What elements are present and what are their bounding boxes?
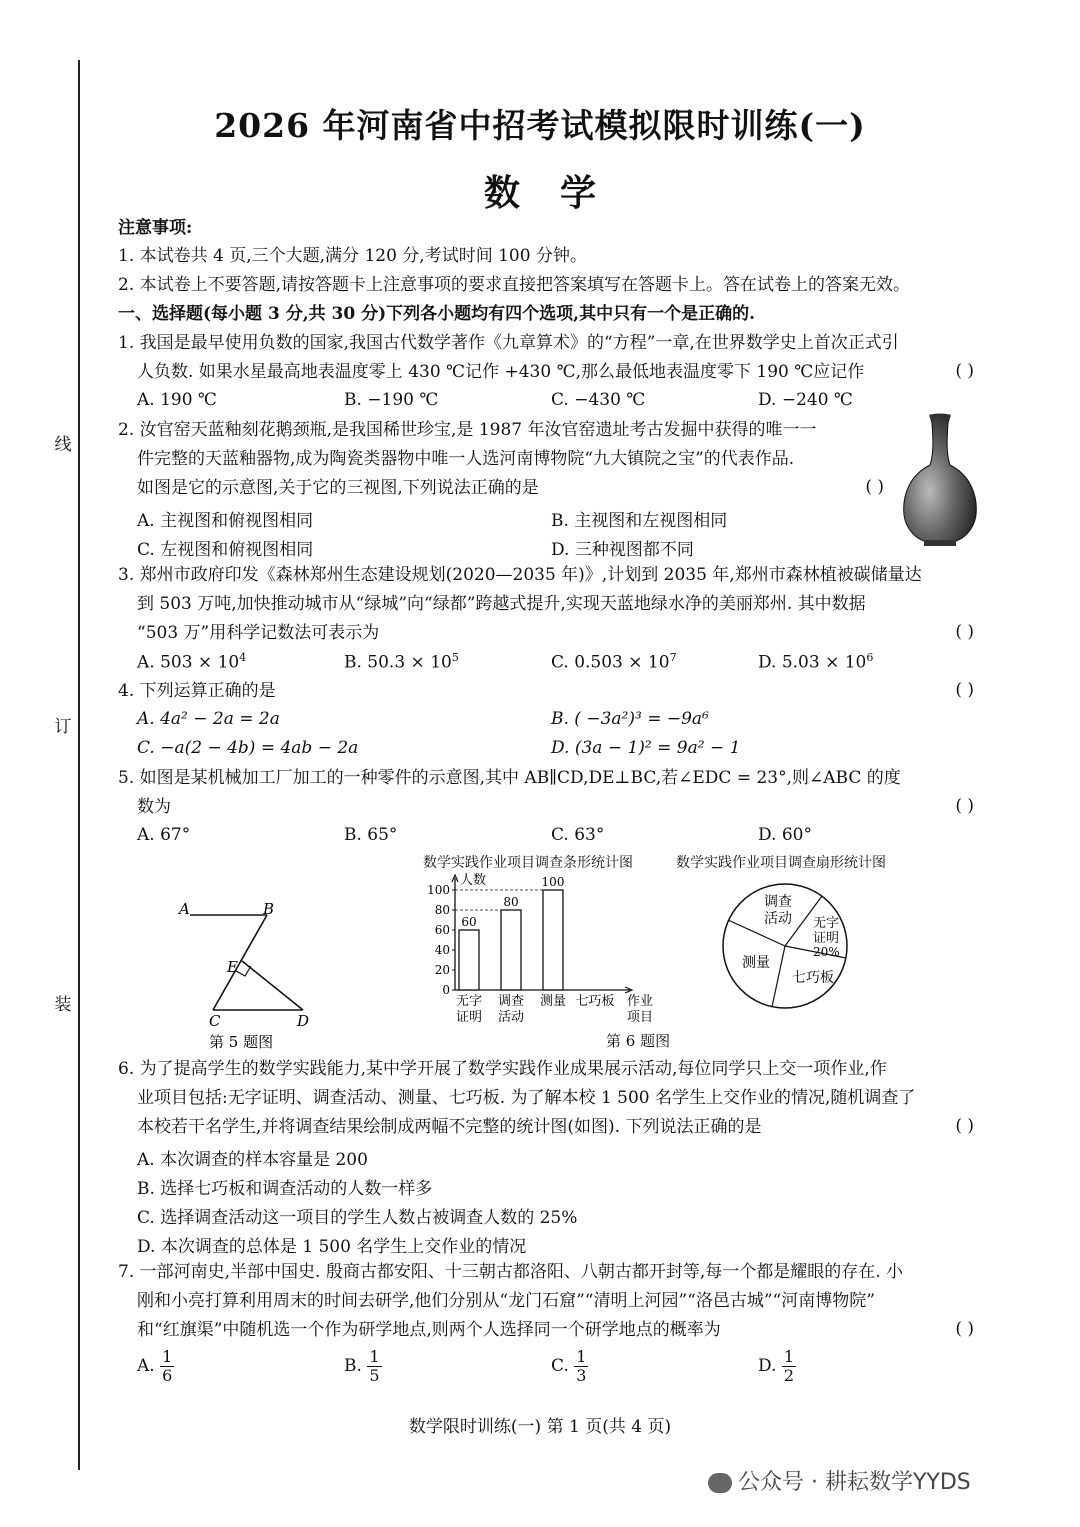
figure-5-geometry [175, 895, 335, 1055]
question-5-text: 数为 [137, 797, 171, 817]
q6-option-a: A. 本次调查的样本容量是 200 [137, 1150, 368, 1170]
point-label-e: E [227, 958, 238, 976]
x-category-label: 调查 [497, 994, 525, 1009]
x-category-label: 证明 [455, 1010, 483, 1025]
fraction: $\frac{1}{6}$ [162, 1347, 173, 1385]
question-6-text: 业项目包括:无字证明、调查活动、测量、七巧板. 为了解本校 1 500 名学生上交作业的情况,随机调查了 [137, 1088, 916, 1108]
answer-parenthesis: ( ) [955, 1116, 974, 1136]
q7-option-d: D. $\frac{1}{2}$ [758, 1347, 795, 1385]
binding-mark-xian: 线 [54, 435, 72, 455]
question-4-text: 4. 下列运算正确的是 [118, 681, 276, 701]
q1-option-a: A. 190 ℃ [137, 390, 217, 410]
q7-option-a: A. $\frac{1}{6}$ [137, 1347, 173, 1385]
watermark-text: 公众号 · 耕耘数学YYDS [738, 1470, 971, 1495]
x-axis-label: 作业 [626, 994, 654, 1009]
bar-1 [459, 930, 479, 990]
q3-option-c: C. $0.503 \times 10^7$ [551, 651, 677, 673]
q4-option-c: C. −a(2 − 4b) = 4ab − 2a [137, 738, 359, 758]
q2-option-d: D. 三种视图都不同 [551, 540, 694, 560]
binding-mark-ding: 订 [54, 717, 72, 737]
fraction: $\frac{1}{5}$ [369, 1347, 380, 1385]
question-7-text: 刚和小亮打算利用周末的时间去研学,他们分别从“龙门石窟”“清明上河园”“洛邑古城”“河南博物院” [137, 1291, 875, 1311]
q4-option-b: B. ( −3a²)³ = −9a⁶ [551, 709, 709, 729]
answer-parenthesis: ( ) [955, 622, 974, 642]
q2-option-c: C. 左视图和俯视图相同 [137, 540, 314, 560]
bar-2 [501, 910, 521, 990]
notice-heading: 注意事项: [118, 218, 193, 238]
q2-option-a: A. 主视图和俯视图相同 [137, 511, 314, 531]
q3-option-a: A. $503 \times 10^4$ [137, 651, 247, 673]
question-1-text: 1. 我国是最早使用负数的国家,我国古代数学著作《九章算术》的“方程”一章,在世界数学史上首次正式引 [118, 333, 899, 353]
y-tick-label: 40 [434, 943, 450, 957]
question-7-text: 7. 一部河南史,半部中国史. 殷商古都安阳、十三朝古都洛阳、八朝古都开封等,每一个都是耀眼的存在. 小 [118, 1262, 904, 1282]
question-6-text: 本校若干名学生,并将调查结果绘制成两幅不完整的统计图(如图). 下列说法正确的是 [137, 1117, 762, 1137]
q5-option-c: C. 63° [551, 825, 605, 845]
q7-option-c: C. $\frac{1}{3}$ [551, 1347, 587, 1385]
point-label-c: C [209, 1012, 221, 1030]
question-1-text: 人负数. 如果水星最高地表温度零上 430 ℃记作 +430 ℃,那么最低地表温度零下 190 ℃应记作 [137, 362, 865, 382]
question-6-text: 6. 为了提高学生的数学实践能力,某中学开展了数学实践作业成果展示活动,每位同学只上交一项作业,作 [118, 1059, 887, 1079]
point-label-d: D [297, 1012, 310, 1030]
q7-option-b: B. $\frac{1}{5}$ [344, 1347, 380, 1385]
pie-slice-label-diaocha [764, 894, 792, 927]
question-3-text: “503 万”用科学记数法可表示为 [137, 623, 380, 643]
bar-3 [543, 890, 563, 990]
subject-title: 数学 [483, 172, 636, 214]
question-2-text: 如图是它的示意图,关于它的三视图,下列说法正确的是 [137, 478, 539, 498]
y-tick-label: 60 [434, 923, 450, 937]
pie-slice-label-wuzi [813, 916, 840, 959]
q3-option-b: B. $50.3 \times 10^5$ [344, 651, 459, 673]
question-2-text: 2. 汝官窑天蓝釉刻花鹅颈瓶,是我国稀世珍宝,是 1987 年汝官窑遗址考古发掘中获得的唯一一 [118, 420, 817, 440]
q1-option-d: D. −240 ℃ [758, 390, 853, 410]
y-tick-label: 100 [427, 883, 450, 897]
q3-option-d: D. $5.03 \times 10^6$ [758, 651, 874, 673]
question-7-text: 和“红旗渠”中随机选一个作为研学地点,则两个人选择同一个研学地点的概率为 [137, 1320, 721, 1340]
svg-text:活动: 活动 [764, 911, 792, 927]
figure-5-caption: 第 5 题图 [209, 1033, 274, 1051]
bar-value-label: 60 [461, 915, 477, 929]
bar-chart [420, 870, 670, 1030]
binding-line [78, 60, 80, 1470]
x-axis-label: 项目 [626, 1010, 654, 1025]
x-category-label: 活动 [497, 1010, 525, 1025]
svg-text:调查: 调查 [764, 894, 792, 910]
question-3-text: 到 503 万吨,加快推动城市从“绿城”向“绿都”跨越式提升,实现天蓝地绿水净的美丽郑州. 其中数据 [137, 594, 866, 614]
y-tick-label: 80 [434, 903, 450, 917]
pie-slice-label-celiang: 测量 [742, 955, 770, 971]
right-angle-mark [236, 966, 251, 976]
answer-parenthesis: ( ) [955, 1319, 974, 1339]
y-tick-label: 20 [434, 963, 450, 977]
x-category-label: 无字 [455, 994, 483, 1009]
segment-bc [213, 915, 267, 1010]
y-axis-label: 人数 [460, 873, 487, 888]
wechat-icon [708, 1473, 732, 1493]
bar-chart-title: 数学实践作业项目调查条形统计图 [423, 855, 633, 871]
pie-chart [720, 880, 850, 1012]
point-label-a: A [179, 900, 190, 918]
bar-value-label: 80 [503, 895, 519, 909]
fraction: $\frac{1}{2}$ [783, 1347, 795, 1385]
q4-option-d: D. (3a − 1)² = 9a² − 1 [551, 738, 741, 758]
bar-value-label: 100 [541, 875, 565, 889]
q4-option-a: A. 4a² − 2a = 2a [137, 709, 280, 729]
section-heading: 一、选择题(每小题 3 分,共 30 分)下列各小题均有四个选项,其中只有一个是正确的. [118, 304, 756, 324]
x-category-label: 七巧板 [575, 994, 615, 1009]
vase-image [900, 413, 980, 548]
q5-option-b: B. 65° [344, 825, 398, 845]
q1-option-b: B. −190 ℃ [344, 390, 439, 410]
pie-slice-label-qiqiao: 七巧板 [792, 970, 834, 986]
q6-option-c: C. 选择调查活动这一项目的学生人数占被调查人数的 25% [137, 1208, 578, 1228]
point-label-b: B [263, 900, 275, 918]
fraction: $\frac{1}{3}$ [576, 1347, 587, 1385]
x-category-label: 测量 [539, 994, 567, 1009]
notice-item: 2. 本试卷上不要答题,请按答题卡上注意事项的要求直接把答案填写在答题卡上。答在试卷上的答案无效。 [118, 275, 911, 295]
q5-option-d: D. 60° [758, 825, 812, 845]
watermark [708, 1465, 971, 1496]
exam-title: 2026 年河南省中招考试模拟限时训练(一) [214, 106, 866, 145]
figure-6-caption: 第 6 题图 [606, 1032, 671, 1050]
pie-chart-title: 数学实践作业项目调查扇形统计图 [676, 855, 886, 871]
q5-option-a: A. 67° [137, 825, 191, 845]
q6-option-d: D. 本次调查的总体是 1 500 名学生上交作业的情况 [137, 1237, 527, 1257]
question-3-text: 3. 郑州市政府印发《森林郑州生态建设规划(2020—2035 年)》,计划到 2035 年,郑州市森林植被碳储量达 [118, 565, 922, 585]
y-tick-label: 0 [442, 983, 450, 997]
svg-text:无字: 无字 [813, 916, 840, 931]
question-2-text: 件完整的天蓝釉器物,成为陶瓷类器物中唯一人选河南博物院“九大镇院之宝”的代表作品. [137, 449, 795, 469]
answer-parenthesis: ( ) [955, 680, 974, 700]
answer-parenthesis: ( ) [865, 477, 884, 497]
svg-text:证明: 证明 [813, 931, 840, 946]
segment-de [242, 961, 303, 1010]
q6-option-b: B. 选择七巧板和调查活动的人数一样多 [137, 1179, 433, 1199]
question-5-text: 5. 如图是某机械加工厂加工的一种零件的示意图,其中 AB∥CD,DE⊥BC,若∠EDC = 23°,则∠ABC 的度 [118, 768, 901, 788]
q2-option-b: B. 主视图和左视图相同 [551, 511, 728, 531]
notice-item: 1. 本试卷共 4 页,三个大题,满分 120 分,考试时间 100 分钟。 [118, 246, 587, 266]
answer-parenthesis: ( ) [955, 796, 974, 816]
svg-text:20%: 20% [813, 945, 840, 959]
page-footer: 数学限时训练(一) 第 1 页(共 4 页) [408, 1417, 672, 1437]
binding-mark-zhuang: 装 [54, 995, 72, 1015]
q1-option-c: C. −430 ℃ [551, 390, 646, 410]
answer-parenthesis: ( ) [955, 361, 974, 381]
